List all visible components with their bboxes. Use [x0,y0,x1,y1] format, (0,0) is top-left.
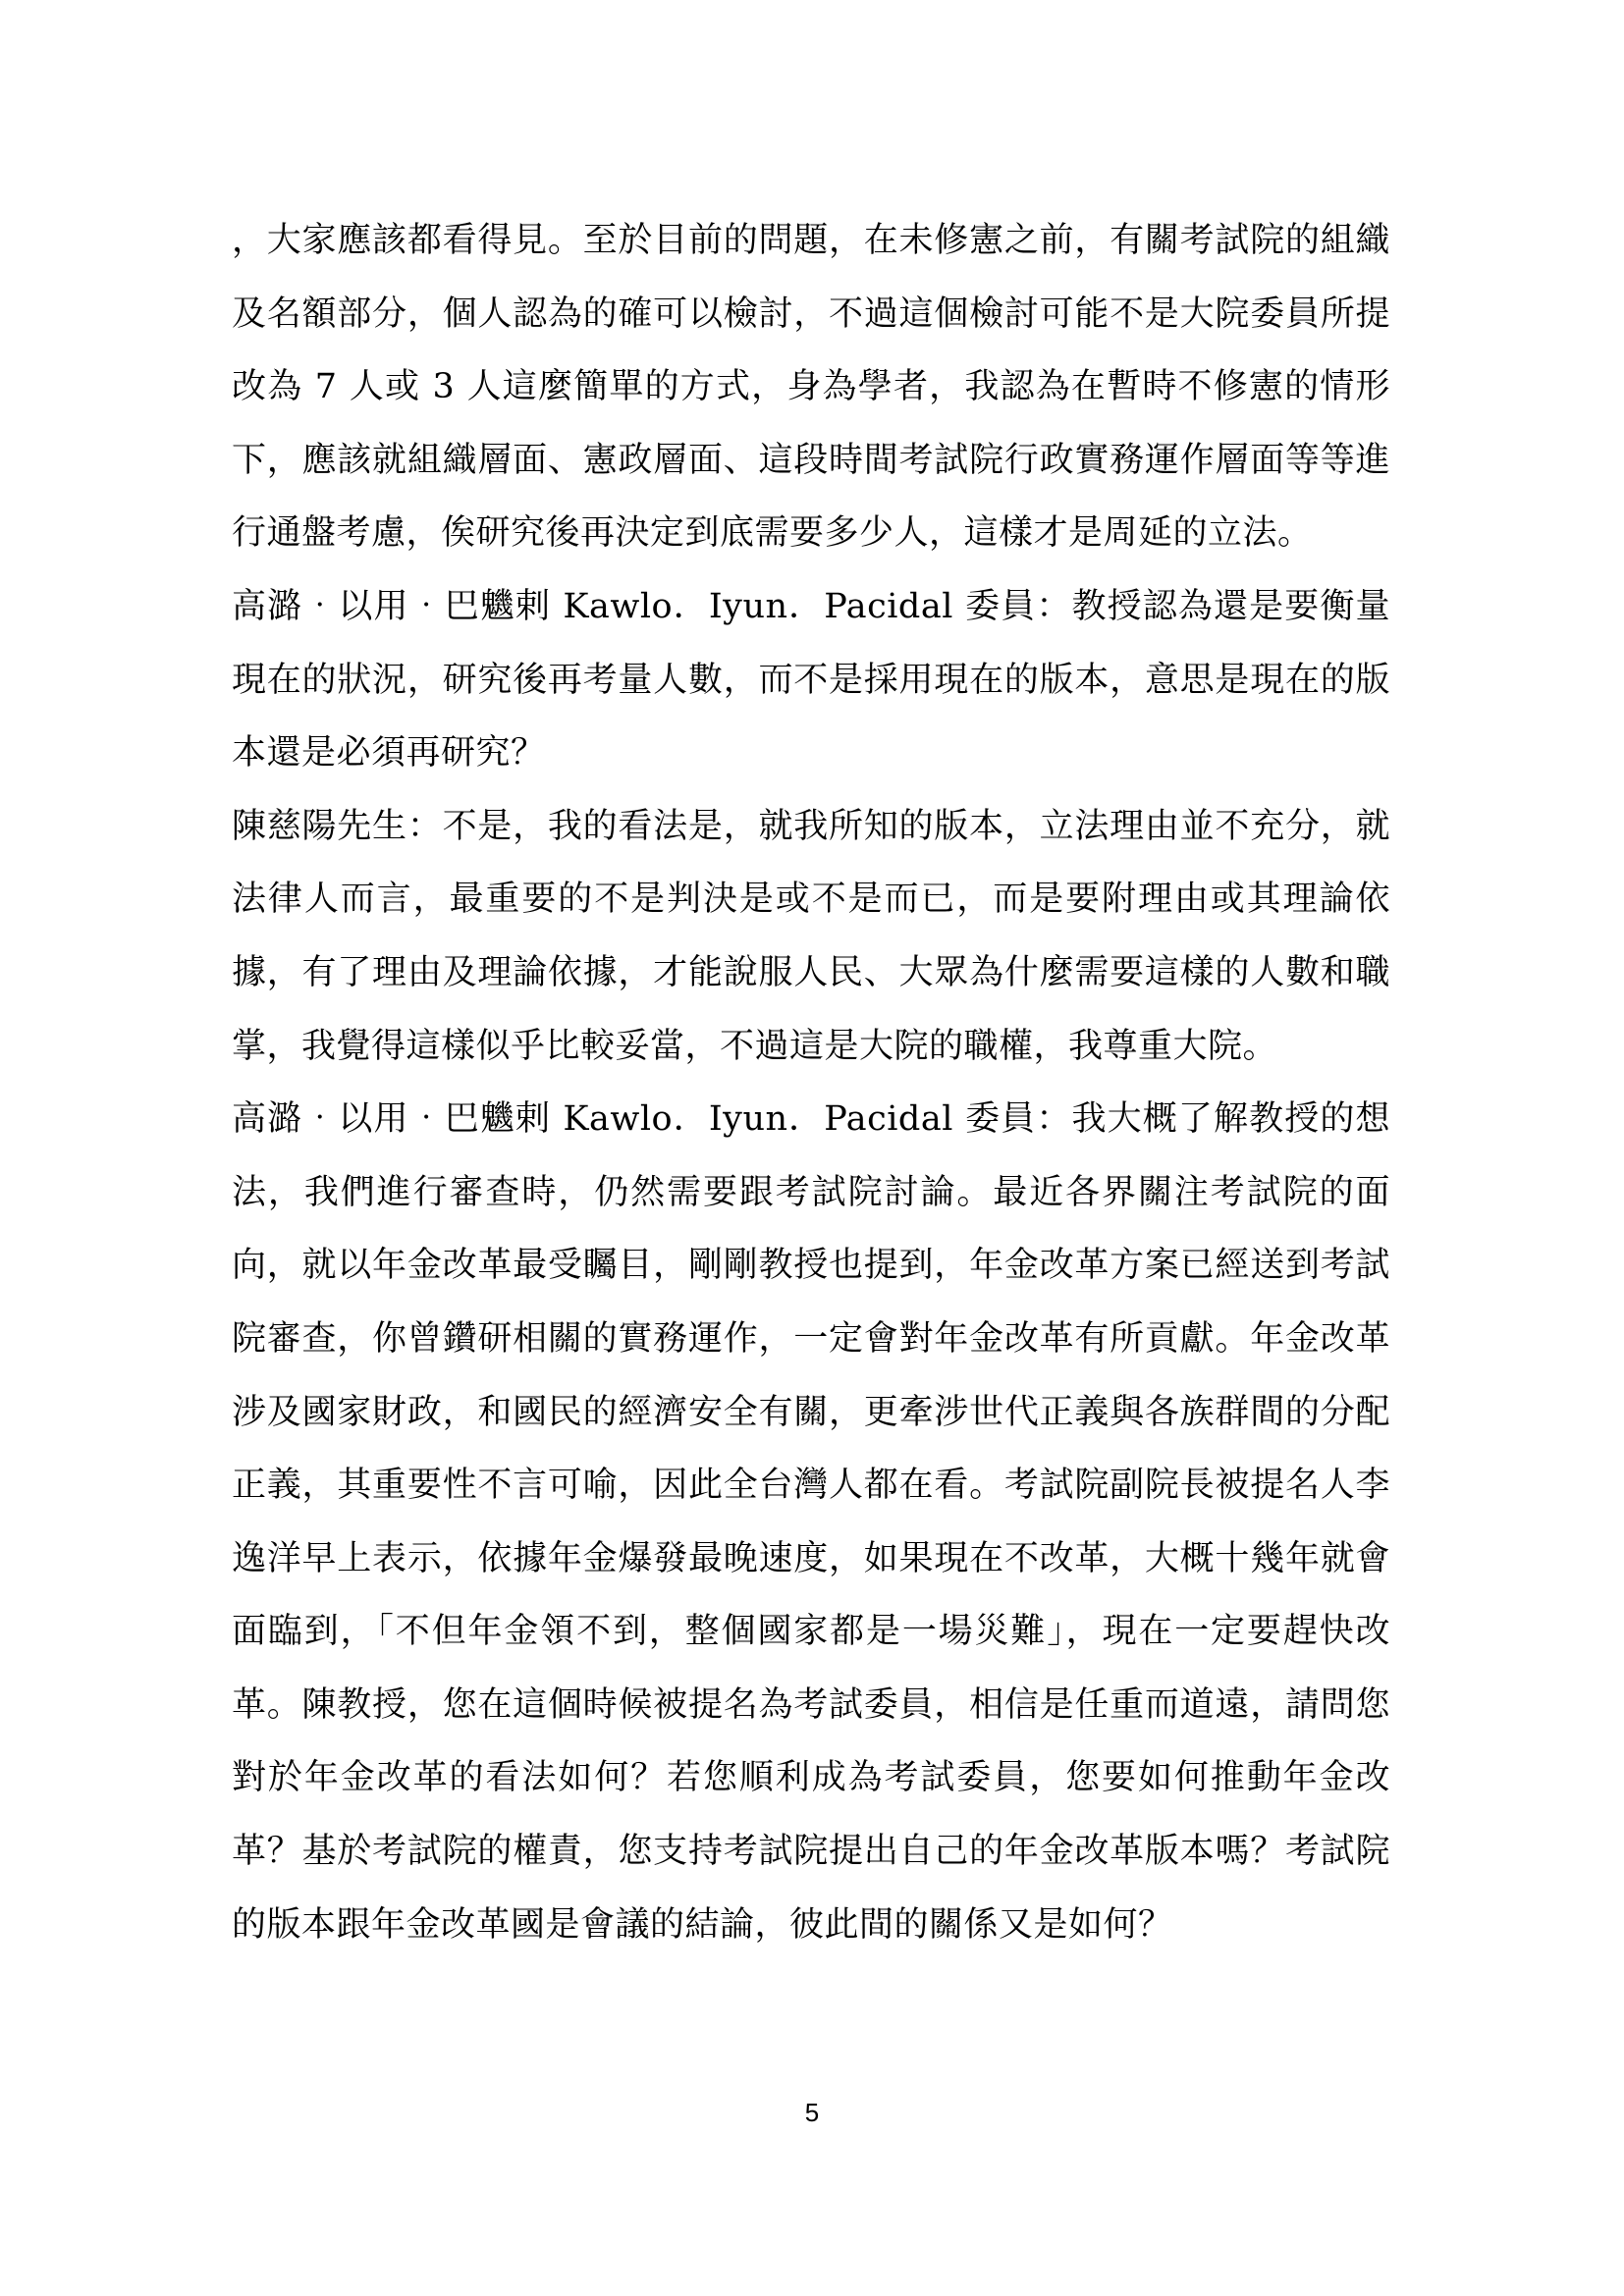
paragraph-speaker-kawlo-2: 高潞‧以用‧巴魕剌 Kawlo．Iyun．Pacidal 委員：我大概了解教授的想法，我們進行審查時，仍然需要跟考試院討論。最近各界關注考試院的面向，就以年金改革最受矚目，剛剛教授也提到，年金改革方案已經送到考試院審查，你曾鑽研相關的實務運作，一定會對年金改革有所貢獻。年金改革涉及國家財政，和國民的經濟安全有關，更牽涉世代正義與各族群間的分配正義，其重要性不言可喻，因此全台灣人都在看。考試院副院長被提名人李逸洋早上表示，依據年金爆發最晚速度，如果現在不改革，大概十幾年就會面臨到，「不但年金領不到，整個國家都是一場災難」，現在一定要趕快改革。陳教授，您在這個時候被提名為考試委員，相信是任重而道遠，請問您對於年金改革的看法如何？若您順利成為考試委員，您要如何推動年金改革？基於考試院的權責，您支持考試院提出自己的年金改革版本嗎？考試院的版本跟年金改革國是會議的結論，彼此間的關係又是如何？ [232,1099,1390,1945]
paragraph-speaker-chen: 陳慈陽先生：不是，我的看法是，就我所知的版本，立法理由並不充分，就法律人而言，最重要的不是判決是或不是而已，而是要附理由或其理論依據，有了理由及理論依據，才能說服人民、大眾為什麼需要這樣的人數和職掌，我覺得這樣似乎比較妥當，不過這是大院的職權，我尊重大院。 [232,806,1390,1066]
paragraph-speaker-kawlo-1: 高潞‧以用‧巴魕剌 Kawlo．Iyun．Pacidal 委員：教授認為還是要衡量現在的狀況，研究後再考量人數，而不是採用現在的版本，意思是現在的版本還是必須再研究？ [232,586,1390,774]
page-number: 5 [804,2098,820,2127]
document-body [232,204,1390,1961]
paragraph-continuation: ，大家應該都看得見。至於目前的問題，在未修憲之前，有關考試院的組織及名額部分，個人認為的確可以檢討，不過這個檢討可能不是大院委員所提改為 7 人或 3 人這麼簡單的方式，身為學者，我認為在暫時不修憲的情形下，應該就組織層面、憲政層面、這段時間考試院行政實務運作層面等等進行通盤考慮，俟研究後再決定到底需要多少人，這樣才是周延的立法。 [232,221,1390,554]
